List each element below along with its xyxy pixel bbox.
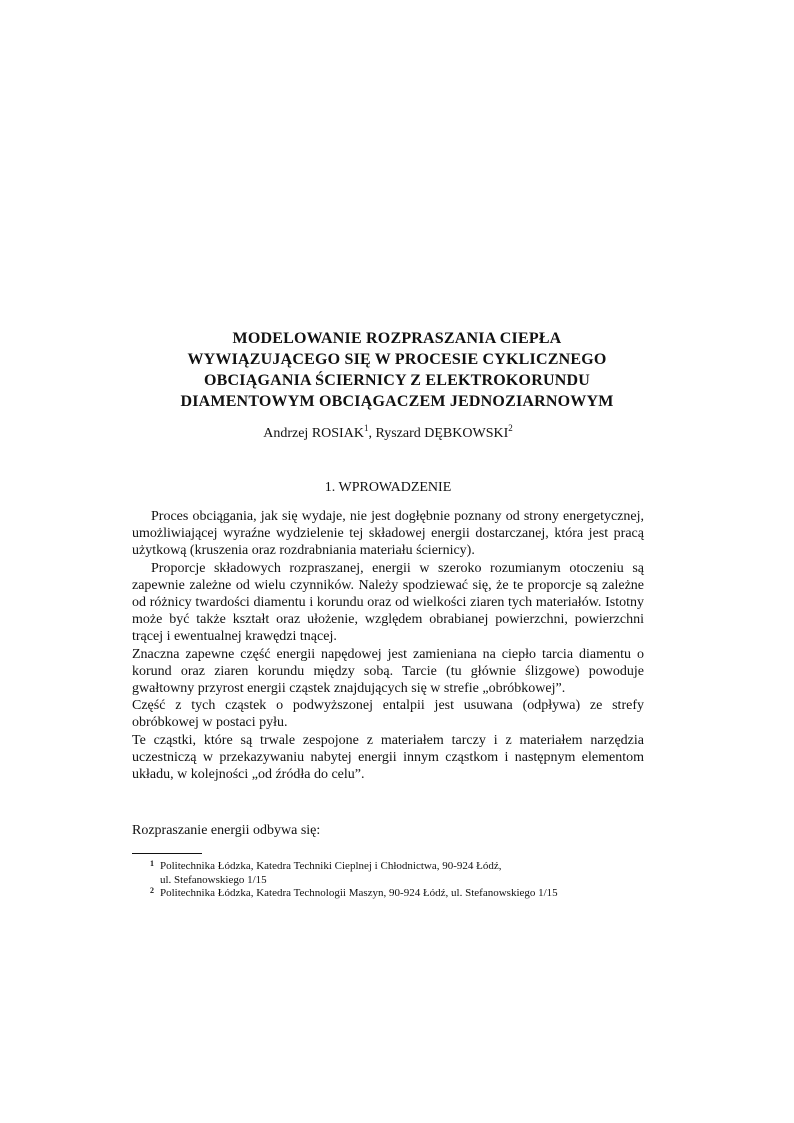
- paragraph: Proporcje składowych rozpraszanej, energii w szeroko rozumianym otoczeniu są zapewnie zależne od wielu czynników. Należy spodziewać się, że te proporcje są zależne od różnicy twardości diamentu i korundu oraz od wielkości ziaren tych materiałów. Istotny może być także kształt oraz ułożenie, względem obrabianej powierzchni, powierzchni trącej i ewentualnej krawędzi tnącej.: [132, 560, 644, 645]
- footnote-line: Politechnika Łódzka, Katedra Techniki Cieplnej i Chłodnictwa, 90-924 Łódź,: [160, 860, 502, 872]
- lead-in-sentence: Rozpraszanie energii odbywa się:: [132, 823, 321, 838]
- paragraph: Te cząstki, które są trwale zespojone z materiałem tarczy i z materiałem narzędzia uczestniczą w przekazywaniu nabytej energii innym cząstkom i następnym elementom układu, w kolejności „od źródła do celu”.: [132, 732, 644, 783]
- title-line: MODELOWANIE ROZPRASZANIA CIEPŁA: [232, 330, 562, 347]
- footnotes: [132, 860, 644, 901]
- footnote-line: ul. Stefanowskiego 1/15: [160, 873, 267, 886]
- paragraph: Część z tych cząstek o podwyższonej entalpii jest usuwana (odpływa) ze strefy obróbkowej w postaci pyłu.: [132, 698, 644, 731]
- footnote-mark: 1: [150, 859, 154, 868]
- title-line: OBCIĄGANIA ŚCIERNICY Z ELEKTROKORUNDU: [204, 372, 590, 389]
- author-separator: ,: [368, 426, 376, 441]
- footnote-separator: [132, 853, 202, 854]
- affiliation-mark: 1: [363, 423, 369, 433]
- footnote: [132, 860, 644, 887]
- footnote-line: Politechnika Łódzka, Katedra Technologii Maszyn, 90-924 Łódź, ul. Stefanowskiego 1/15: [160, 887, 558, 899]
- footnote-mark: 2: [150, 886, 154, 895]
- author-name: Andrzej ROSIAK: [263, 426, 364, 441]
- section-heading: 1. WPROWADZENIE: [324, 480, 452, 495]
- title-line: WYWIĄZUJĄCEGO SIĘ W PROCESIE CYKLICZNEGO: [187, 351, 607, 368]
- footnote: [132, 887, 644, 901]
- affiliation-mark: 2: [508, 423, 513, 433]
- paragraph: Proces obciągania, jak się wydaje, nie jest dogłębnie poznany od strony energetycznej, umożliwiającej wyraźne wydzielenie tej składowej energii dostarczanej, która jest pracą użytkową (kruszenia oraz rozdrabniania materiału ściernicy).: [132, 509, 644, 559]
- author-name: Ryszard DĘBKOWSKI: [375, 426, 509, 441]
- body-text: [132, 508, 644, 783]
- paper-title: [120, 328, 674, 412]
- title-line: DIAMENTOWYM OBCIĄGACZEM JEDNOZIARNOWYM: [180, 393, 614, 410]
- paragraph: Znaczna zapewne część energii napędowej jest zamieniana na ciepło tarcia diamentu o korund oraz ziaren korundu między sobą. Tarcie (tu głównie ślizgowe) powoduje gwałtowny przyrost energii cząstek znajdujących się w strefie „obróbkowej”.: [132, 646, 644, 697]
- author-list: [132, 425, 644, 443]
